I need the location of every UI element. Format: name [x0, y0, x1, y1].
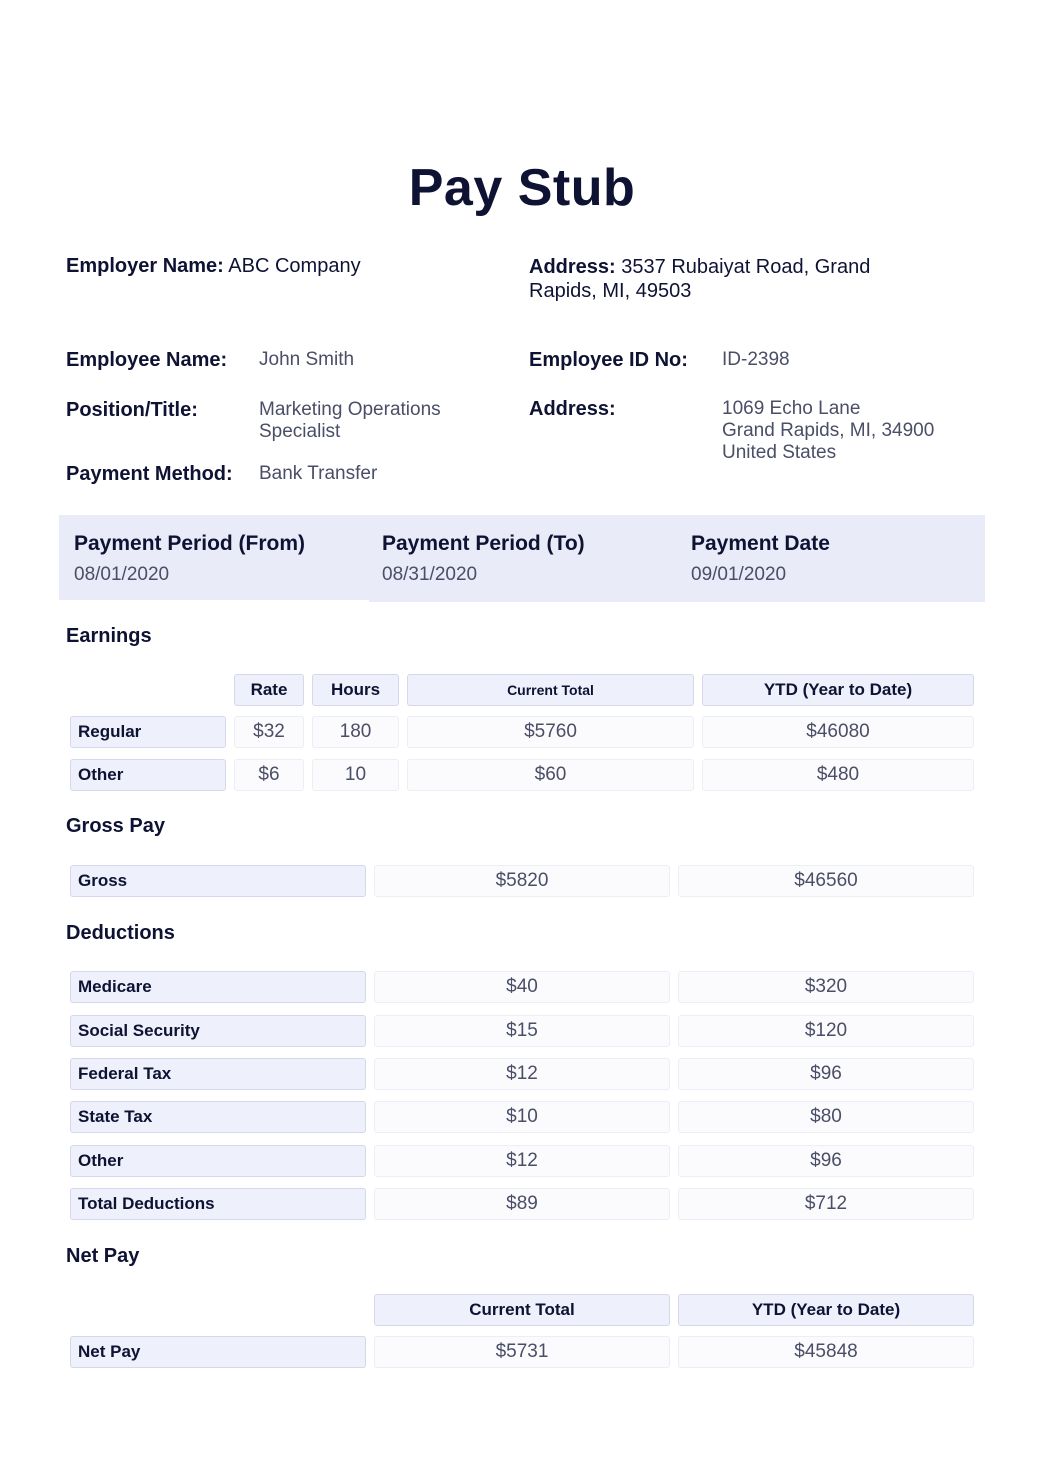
total-deductions-current: $89 — [374, 1188, 670, 1220]
row-label-other-deduction: Other — [70, 1145, 366, 1177]
other-current: $60 — [407, 759, 694, 791]
state-tax-current: $10 — [374, 1101, 670, 1133]
total-deductions-ytd: $712 — [678, 1188, 974, 1220]
row-label-regular: Regular — [70, 716, 226, 748]
col-hours: Hours — [312, 674, 399, 706]
period-from-label: Payment Period (From) — [74, 532, 306, 555]
col-current-total: Current Total — [407, 674, 694, 706]
employer-name-line — [66, 255, 361, 278]
row-label-gross: Gross — [70, 865, 366, 897]
employee-address-line1: 1069 Echo Lane — [722, 398, 861, 419]
page-title: Pay Stub — [408, 159, 636, 217]
period-from: 08/01/2020 — [74, 564, 170, 585]
other-ytd: $480 — [702, 759, 974, 791]
net-col-ytd: YTD (Year to Date) — [678, 1294, 974, 1326]
row-label-state-tax: State Tax — [70, 1101, 366, 1133]
row-label-medicare: Medicare — [70, 971, 366, 1003]
payment-date: 09/01/2020 — [691, 564, 787, 585]
payment-date-label: Payment Date — [691, 532, 830, 555]
employer-address-label: Address: — [529, 256, 616, 278]
other-hours: 10 — [312, 759, 399, 791]
employer-address — [529, 255, 949, 303]
deductions-heading: Deductions — [66, 922, 175, 944]
col-ytd: YTD (Year to Date) — [702, 674, 974, 706]
employee-address-line3: United States — [722, 442, 837, 463]
row-label-net-pay: Net Pay — [70, 1336, 366, 1368]
state-tax-ytd: $80 — [678, 1101, 974, 1133]
employer-name-label: Employer Name: — [66, 255, 224, 277]
row-label-federal-tax: Federal Tax — [70, 1058, 366, 1090]
employer-address-line2: Rapids, MI, 49503 — [529, 280, 692, 302]
social-security-ytd: $120 — [678, 1015, 974, 1047]
other-deduction-ytd: $96 — [678, 1145, 974, 1177]
gross-ytd: $46560 — [678, 865, 974, 897]
position-label: Position/Title: — [66, 399, 198, 421]
employee-id-label: Employee ID No: — [529, 349, 688, 371]
employee-id: ID-2398 — [722, 349, 790, 370]
period-to: 08/31/2020 — [382, 564, 478, 585]
employee-name: John Smith — [259, 349, 355, 370]
employee-address-line2: Grand Rapids, MI, 34900 — [722, 420, 935, 441]
gross-current: $5820 — [374, 865, 670, 897]
period-to-label: Payment Period (To) — [382, 532, 585, 555]
row-label-other: Other — [70, 759, 226, 791]
medicare-current: $40 — [374, 971, 670, 1003]
regular-rate: $32 — [234, 716, 304, 748]
employer-address-line1: 3537 Rubaiyat Road, Grand — [621, 256, 871, 278]
federal-tax-current: $12 — [374, 1058, 670, 1090]
position-line1: Marketing Operations — [259, 399, 441, 420]
payment-method-label: Payment Method: — [66, 463, 233, 485]
employee-address-label: Address: — [529, 398, 616, 420]
band-divider — [59, 600, 369, 604]
earnings-heading: Earnings — [66, 625, 152, 647]
row-label-social-security: Social Security — [70, 1015, 366, 1047]
employee-name-label: Employee Name: — [66, 349, 228, 371]
row-label-total-deductions: Total Deductions — [70, 1188, 366, 1220]
employee-address — [722, 398, 934, 464]
medicare-ytd: $320 — [678, 971, 974, 1003]
federal-tax-ytd: $96 — [678, 1058, 974, 1090]
col-rate: Rate — [234, 674, 304, 706]
net-pay-current: $5731 — [374, 1336, 670, 1368]
employer-name: ABC Company — [228, 255, 361, 277]
social-security-current: $15 — [374, 1015, 670, 1047]
net-col-current-total: Current Total — [374, 1294, 670, 1326]
other-rate: $6 — [234, 759, 304, 791]
net-pay-ytd: $45848 — [678, 1336, 974, 1368]
payment-period-band — [59, 515, 985, 602]
position-line2: Specialist — [259, 421, 341, 442]
net-pay-heading: Net Pay — [66, 1245, 140, 1267]
payment-method: Bank Transfer — [259, 463, 378, 484]
other-deduction-current: $12 — [374, 1145, 670, 1177]
regular-current: $5760 — [407, 716, 694, 748]
regular-ytd: $46080 — [702, 716, 974, 748]
regular-hours: 180 — [312, 716, 399, 748]
gross-pay-heading: Gross Pay — [66, 815, 165, 837]
position-value — [259, 399, 441, 443]
